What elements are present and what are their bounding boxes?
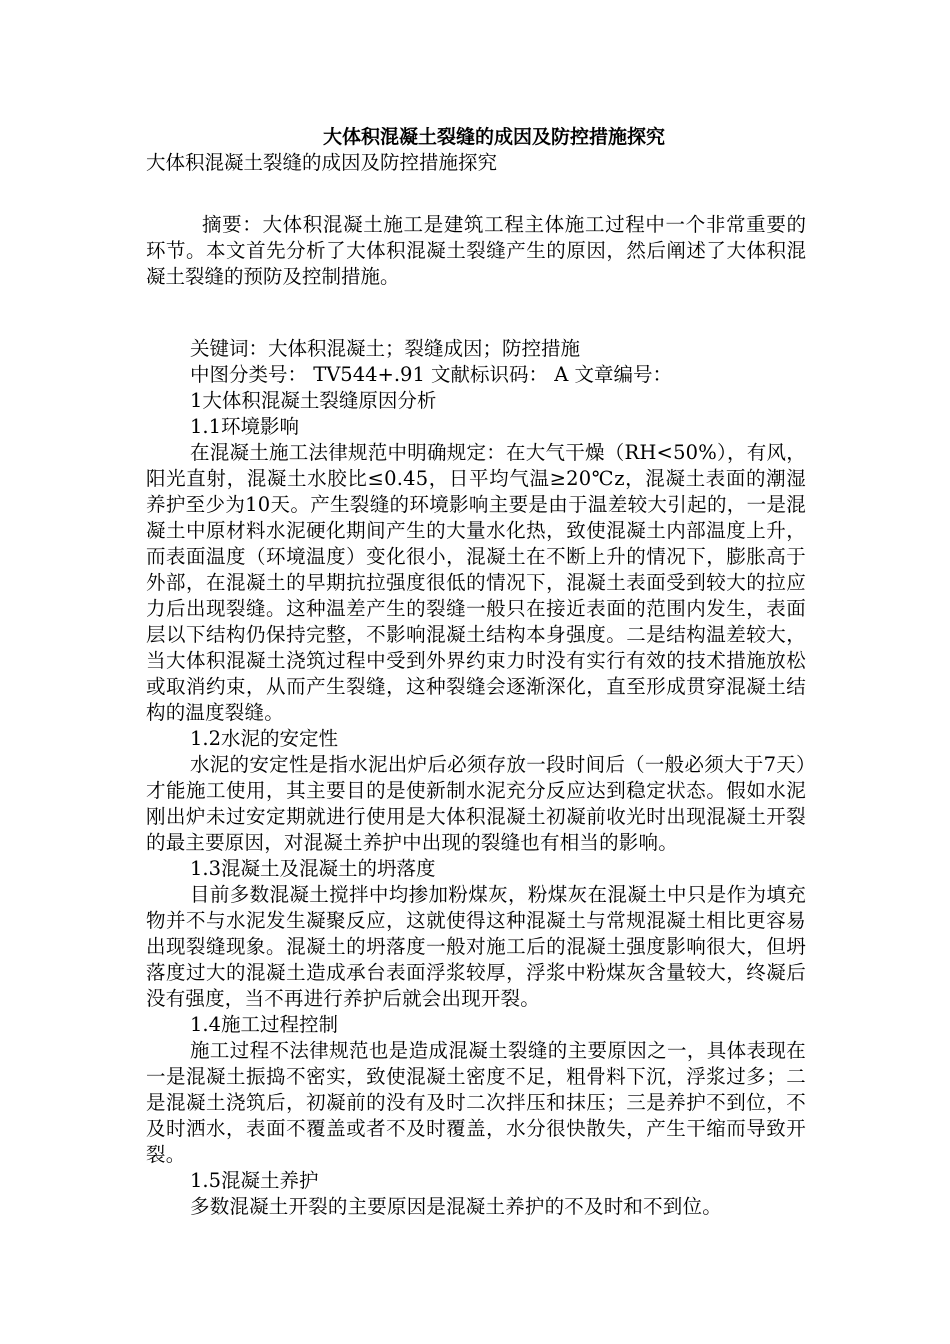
abstract-paragraph: 摘要：大体积混凝土施工是建筑工程主体施工过程中一个非常重要的环节。本文首先分析了大体积混凝土裂缝产生的原因，然后阐述了大体积混凝土裂缝的预防及控制措施。	[146, 213, 806, 288]
section-1-4-paragraph: 施工过程不法律规范也是造成混凝土裂缝的主要原因之一，具体表现在一是混凝土振捣不密实，致使混凝土密度不足，粗骨料下沉，浮浆过多；二是混凝土浇筑后，初凝前的没有及时二次拌压和抹压；三是养护不到位，不及时洒水，表面不覆盖或者不及时覆盖，水分很快散失，产生干缩而导致开裂。	[146, 1039, 806, 1166]
classification-line: 中图分类号： TV544+.91 文献标识码： A 文章编号：	[190, 363, 673, 386]
section-1-1-heading: 1.1环境影响	[190, 415, 300, 438]
keywords-line: 关键词：大体积混凝土；裂缝成因；防控措施	[190, 337, 581, 360]
section-1-2-paragraph: 水泥的安定性是指水泥出炉后必须存放一段时间后（一般必须大于7天）才能施工使用，其主要目的是使新制水泥充分反应达到稳定状态。假如水泥刚出炉未过安定期就进行使用是大体积混凝土初凝前收光时出现混凝土开裂的最主要原因，对混凝土养护中出现的裂缝也有相当的影响。	[146, 753, 806, 854]
document-page	[146, 124, 806, 1220]
document-subtitle: 大体积混凝土裂缝的成因及防控措施探究	[146, 151, 498, 174]
section-1-3-paragraph: 目前多数混凝土搅拌中均掺加粉煤灰，粉煤灰在混凝土中只是作为填充物并不与水泥发生凝聚反应，这就使得这种混凝土与常规混凝土相比更容易出现裂缝现象。混凝土的坍落度一般对施工后的混凝土强度影响很大，但坍落度过大的混凝土造成承台表面浮浆较厚，浮浆中粉煤灰含量较大，终凝后没有强度，当不再进行养护后就会出现开裂。	[146, 883, 806, 1010]
section-1-5-heading: 1.5混凝土养护	[190, 1169, 319, 1192]
section-1-heading: 1大体积混凝土裂缝原因分析	[190, 389, 437, 412]
section-1-4-heading: 1.4施工过程控制	[190, 1013, 339, 1036]
section-1-3-heading: 1.3混凝土及混凝土的坍落度	[190, 857, 436, 880]
section-1-5-paragraph: 多数混凝土开裂的主要原因是混凝土养护的不及时和不到位。	[190, 1195, 722, 1218]
section-1-2-heading: 1.2水泥的安定性	[190, 727, 339, 750]
section-1-1-paragraph: 在混凝土施工法律规范中明确规定：在大气干燥（RH<50%），有风，阳光直射，混凝土水胶比≤0.45，日平均气温≥20℃z，混凝土表面的潮湿养护至少为10天。产生裂缝的环境影响主要是由于温差较大引起的，一是混凝土中原材料水泥硬化期间产生的大量水化热，致使混凝土内部温度上升，而表面温度（环境温度）变化很小，混凝土在不断上升的情况下，膨胀高于外部，在混凝土的早期抗拉强度很低的情况下，混凝土表面受到较大的拉应力后出现裂缝。这种温差产生的裂缝一般只在接近表面的范围内发生，表面层以下结构仍保持完整，不影响混凝土结构本身强度。二是结构温差较大，当大体积混凝土浇筑过程中受到外界约束力时没有实行有效的技术措施放松或取消约束，从而产生裂缝，这种裂缝会逐渐深化，直至形成贯穿混凝土结构的温度裂缝。	[146, 441, 806, 724]
blank-line	[146, 176, 806, 200]
document-title: 大体积混凝土裂缝的成因及防控措施探究	[322, 126, 665, 148]
